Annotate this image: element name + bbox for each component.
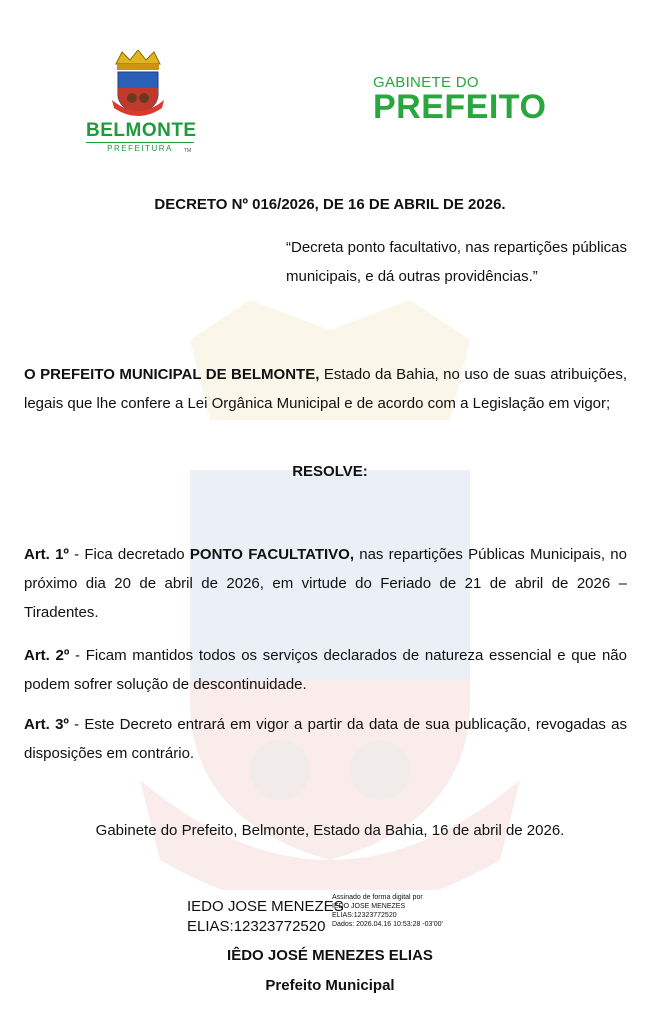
article-3-text: - Este Decreto entrará em vigor a partir da data de sua publicação, revogadas as disposições em contrário.: [24, 716, 627, 762]
digital-signature-name-line1: IEDO JOSE MENEZES: [187, 898, 344, 915]
decree-title: DECRETO Nº 016/2026, DE 16 DE ABRIL DE 2026.: [154, 196, 506, 213]
digital-signature-name: [187, 897, 344, 937]
office-logo-big: PREFEITO: [373, 88, 547, 126]
article-1-pre: - Fica decretado: [68, 546, 190, 563]
sig-meta-line1: Assinado de forma digital por: [332, 894, 423, 901]
trademark-mark: TM: [184, 148, 192, 154]
resolve-heading: RESOLVE:: [292, 463, 368, 480]
preamble-text: Estado da Bahia, no uso de suas atribuições, legais que lhe confere a Lei Orgânica Municipal e de acordo com a Legislação em vigor;: [24, 366, 627, 412]
article-2: [24, 641, 627, 699]
article-1: [24, 540, 627, 627]
closing-line: Gabinete do Prefeito, Belmonte, Estado da Bahia, 16 de abril de 2026.: [95, 822, 565, 839]
logo-wordmark: BELMONTE: [86, 120, 197, 141]
signer-name: IÊDO JOSÉ MENEZES ELIAS: [227, 947, 433, 964]
article-1-bold: PONTO FACULTATIVO,: [189, 546, 355, 563]
preamble: [24, 360, 627, 418]
sig-meta-line4: Dados: 2026.04.16 10:53:28 -03'00': [332, 921, 443, 928]
logo-subtitle: PREFEITURA: [86, 142, 194, 153]
article-1-post: nas repartições Públicas Municipais, no próximo dia 20 de abril de 2026, em virtude do Feriado de 21 de abril de 2026 – Tiradentes.: [24, 546, 627, 621]
belmonte-logo: [86, 50, 196, 160]
office-logo: [373, 74, 547, 126]
article-2-label: Art. 2º: [24, 647, 70, 664]
article-2-text: - Ficam mantidos todos os serviços declarados de natureza essencial e que não podem sofrer solução de descontinuidade.: [24, 647, 627, 693]
article-3-label: Art. 3º: [24, 716, 69, 733]
digital-signature-meta: [332, 893, 443, 929]
sig-meta-line2: IEDO JOSE MENEZES: [332, 903, 406, 910]
preamble-bold: O PREFEITO MUNICIPAL DE BELMONTE,: [24, 366, 320, 383]
signer-role: Prefeito Municipal: [265, 977, 395, 994]
digital-signature-name-line2: ELIAS:12323772520: [187, 918, 326, 935]
office-logo-small: GABINETE DO: [373, 74, 479, 91]
decree-summary: “Decreta ponto facultativo, nas repartições públicas municipais, e dá outras providências.”: [286, 239, 628, 285]
article-3: [24, 710, 627, 768]
article-1-label: Art. 1º: [24, 546, 69, 563]
crest-icon: [108, 50, 168, 116]
sig-meta-line3: ELIAS:12323772520: [332, 912, 397, 919]
